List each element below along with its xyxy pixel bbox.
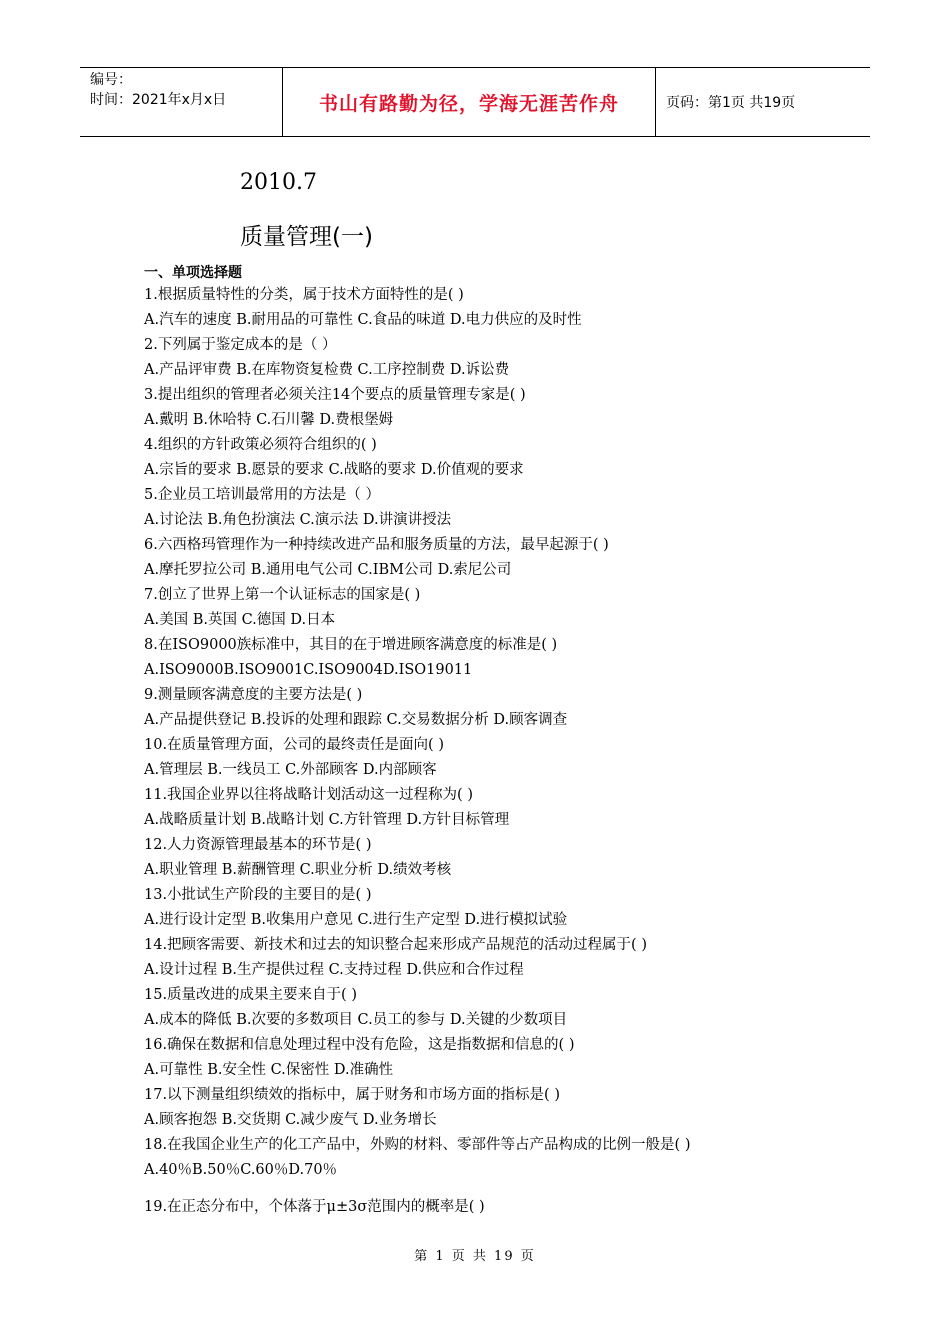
options-line: A.ISO9000B.ISO9001C.ISO9004D.ISO19011	[144, 662, 473, 678]
header-motto-cell	[283, 68, 656, 136]
options-line: A.管理层 B.一线员工 C.外部顾客 D.内部顾客	[144, 762, 437, 778]
header-table	[80, 67, 870, 137]
question-line: 7.创立了世界上第一个认证标志的国家是( )	[144, 587, 421, 603]
question-line: 8.在ISO9000族标准中，其目的在于增进顾客满意度的标准是( )	[144, 637, 558, 653]
question-line: 10.在质量管理方面，公司的最终责任是面向( )	[144, 737, 444, 753]
question-line: 11.我国企业界以往将战略计划活动这一过程称为( )	[144, 787, 473, 803]
options-line: A.戴明 B.休哈特 C.石川馨 D.费根堡姆	[144, 412, 394, 428]
header-page-cell	[656, 68, 870, 136]
question-line: 12.人力资源管理最基本的环节是( )	[144, 837, 372, 853]
motto-text: 书山有路勤为径，学海无涯苦作舟	[318, 92, 619, 115]
options-line: A.职业管理 B.薪酬管理 C.职业分析 D.绩效考核	[144, 862, 452, 878]
exam-date: 2010.7	[240, 170, 317, 195]
question-line: 18.在我国企业生产的化工产品中，外购的材料、零部件等占产品构成的比例一般是( )	[144, 1137, 691, 1153]
section-heading: 一、单项选择题	[144, 265, 242, 281]
question-line: 4.组织的方针政策必须符合组织的( )	[144, 437, 377, 453]
question-line: 15.质量改进的成果主要来自于( )	[144, 987, 357, 1003]
question-list	[144, 283, 844, 1220]
question-line: 16.确保在数据和信息处理过程中没有危险，这是指数据和信息的( )	[144, 1037, 575, 1053]
options-line: A.进行设计定型 B.收集用户意见 C.进行生产定型 D.进行模拟试验	[144, 912, 568, 928]
question-line: 5.企业员工培训最常用的方法是（ ）	[144, 487, 380, 503]
doc-title: 质量管理(一)	[240, 224, 373, 250]
question-line: 19.在正态分布中，个体落于μ±3σ范围内的概率是( )	[144, 1199, 485, 1215]
options-line: A.美国 B.英国 C.德国 D.日本	[144, 612, 336, 628]
options-line: A.摩托罗拉公司 B.通用电气公司 C.IBM公司 D.索尼公司	[144, 562, 512, 578]
question-line: 14.把顾客需要、新技术和过去的知识整合起来形成产品规范的活动过程属于( )	[144, 937, 647, 953]
question-line: 17.以下测量组织绩效的指标中，属于财务和市场方面的指标是( )	[144, 1087, 560, 1103]
options-line: A.可靠性 B.安全性 C.保密性 D.准确性	[144, 1062, 394, 1078]
question-line: 1.根据质量特性的分类，属于技术方面特性的是( )	[144, 287, 464, 303]
question-line: 13.小批试生产阶段的主要目的是( )	[144, 887, 372, 903]
options-line: A.产品提供登记 B.投诉的处理和跟踪 C.交易数据分析 D.顾客调查	[144, 712, 568, 728]
options-line: A.讨论法 B.角色扮演法 C.演示法 D.讲演讲授法	[144, 512, 452, 528]
options-line: A.汽车的速度 B.耐用品的可靠性 C.食品的味道 D.电力供应的及时性	[144, 312, 582, 328]
options-line: A.设计过程 B.生产提供过程 C.支持过程 D.供应和合作过程	[144, 962, 524, 978]
time-label: 时间：2021年x月x日	[90, 92, 227, 108]
options-line: A.战略质量计划 B.战略计划 C.方针管理 D.方针目标管理	[144, 812, 510, 828]
page-info: 页码：第1页 共19页	[666, 95, 796, 111]
options-line: A.40％B.50％C.60％D.70％	[144, 1162, 338, 1178]
header-left-cell	[80, 68, 283, 136]
question-line: 3.提出组织的管理者必须关注14个要点的质量管理专家是( )	[144, 387, 526, 403]
question-line: 2.下列属于鉴定成本的是（ ）	[144, 337, 337, 353]
question-line: 6.六西格玛管理作为一种持续改进产品和服务质量的方法，最早起源于( )	[144, 537, 609, 553]
question-line: 9.测量顾客满意度的主要方法是( )	[144, 687, 363, 703]
number-label: 编号：	[90, 72, 132, 88]
options-line: A.成本的降低 B.次要的多数项目 C.员工的参与 D.关键的少数项目	[144, 1012, 568, 1028]
page-footer: 第 1 页 共 19 页	[414, 1249, 536, 1264]
options-line: A.顾客抱怨 B.交货期 C.减少废气 D.业务增长	[144, 1112, 437, 1128]
options-line: A.宗旨的要求 B.愿景的要求 C.战略的要求 D.价值观的要求	[144, 462, 524, 478]
options-line: A.产品评审费 B.在库物资复检费 C.工序控制费 D.诉讼费	[144, 362, 510, 378]
